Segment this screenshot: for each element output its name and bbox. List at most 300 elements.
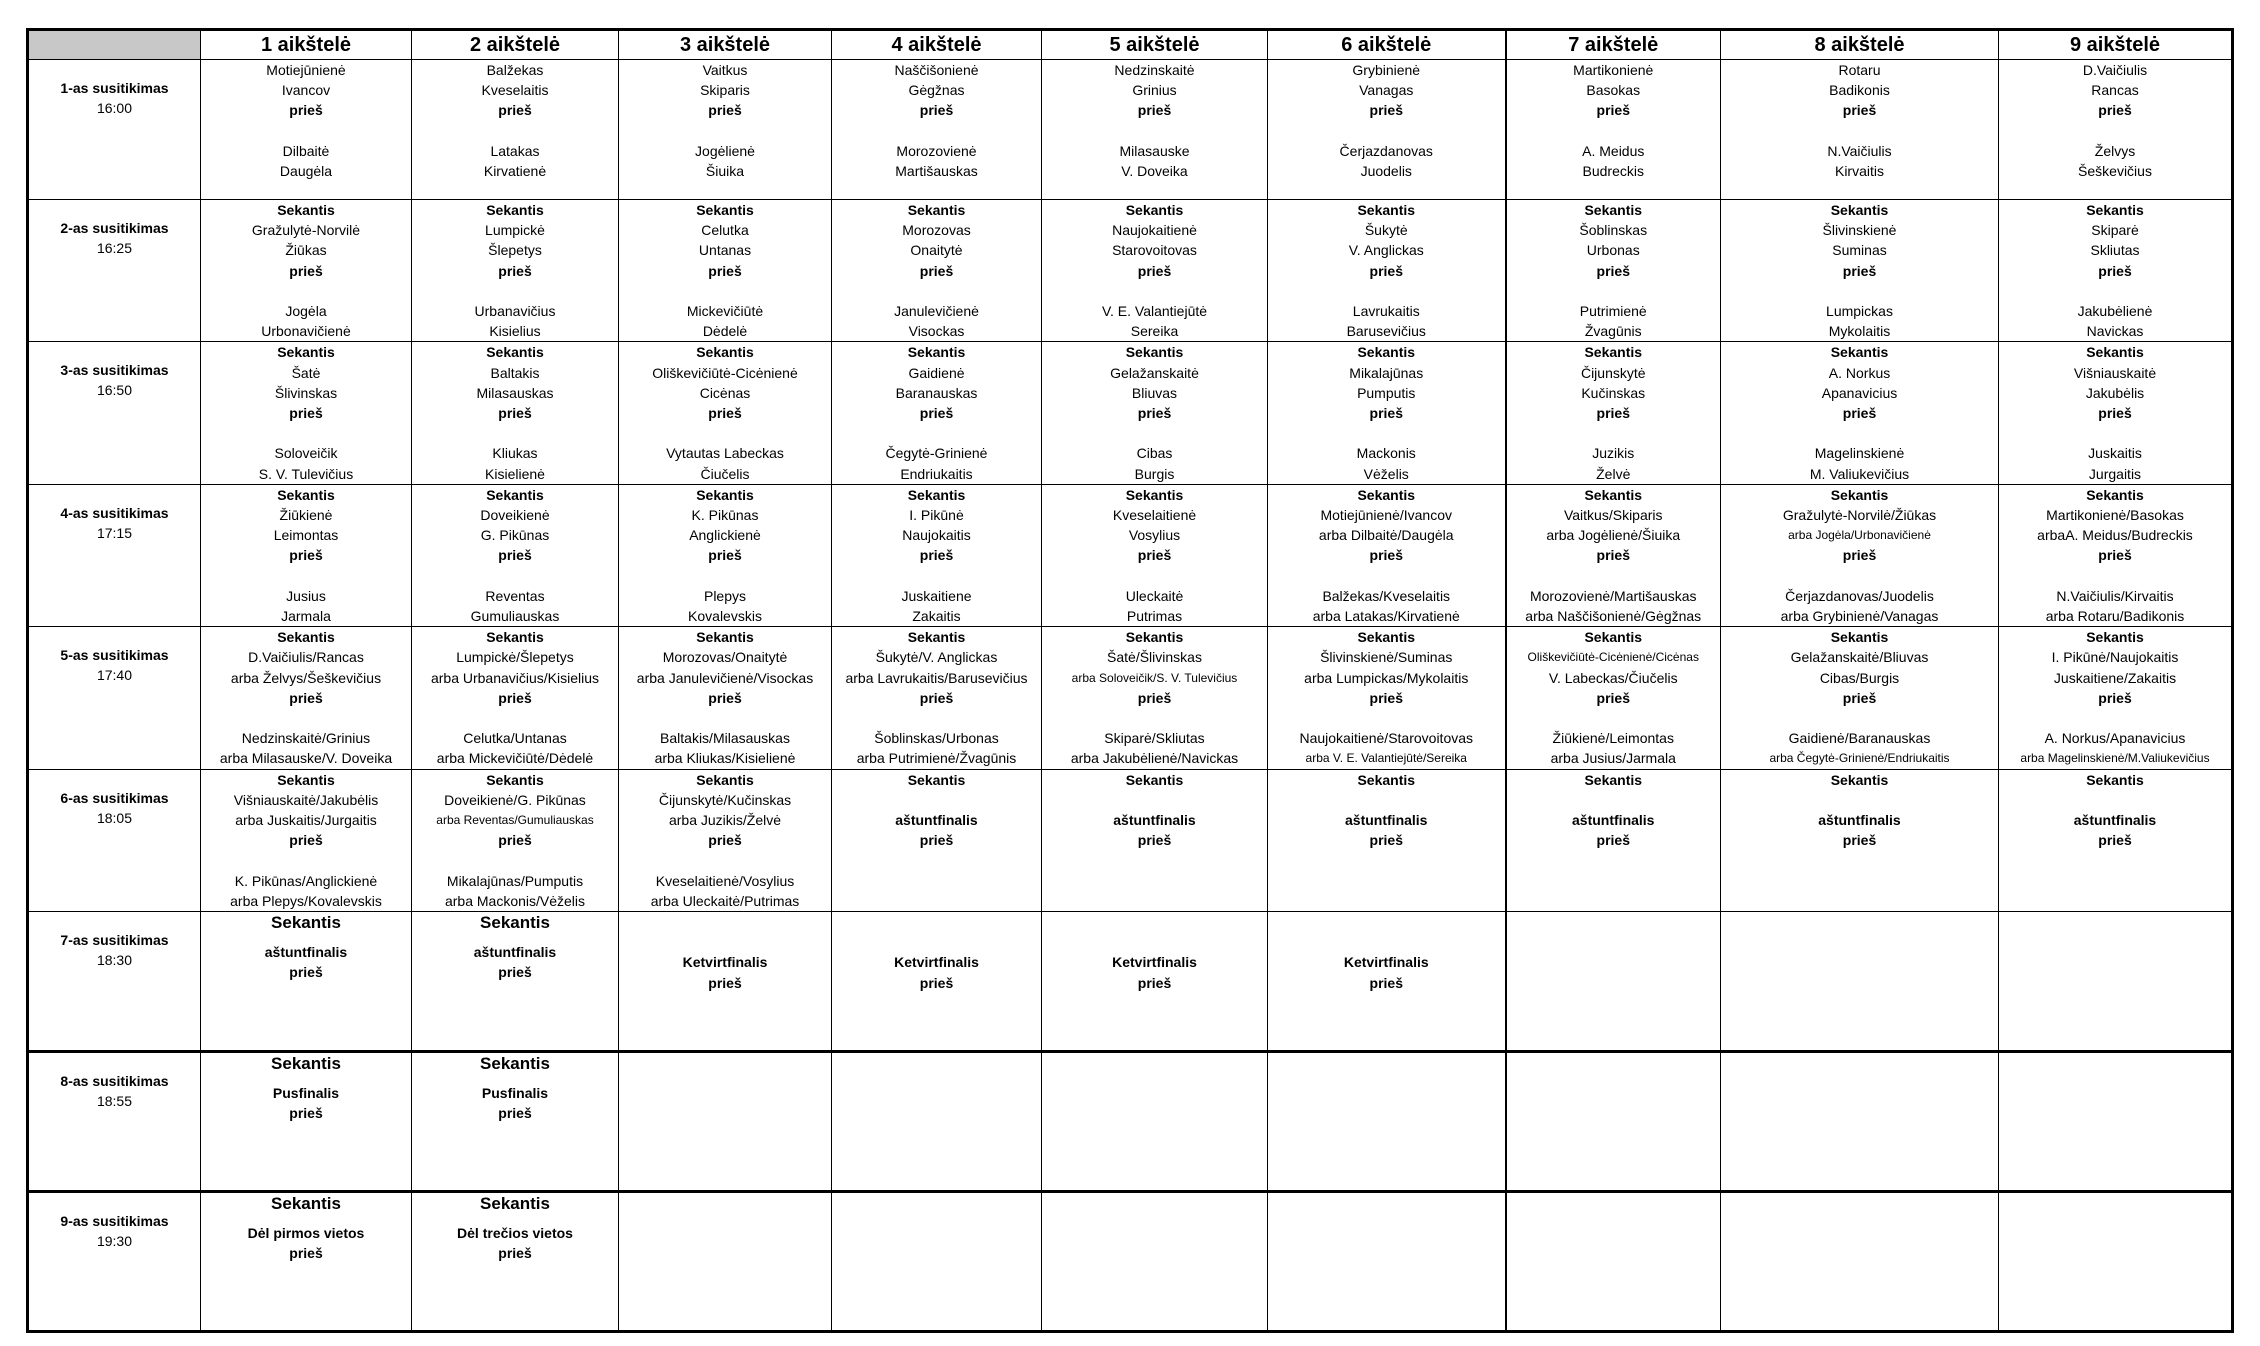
match-line: arba Janulevičienė/Visockas — [636, 669, 814, 686]
match-line: prieš — [1137, 974, 1172, 991]
match-line: Sekantis — [486, 629, 544, 646]
match-line: Cibas — [1136, 445, 1173, 462]
round-time: 18:30 — [96, 952, 133, 969]
match-line: Šukytė — [1364, 222, 1408, 239]
match-line: Zakaitis — [912, 608, 961, 625]
match-line: Jusius — [286, 587, 326, 604]
match-line: Sekantis — [907, 202, 966, 218]
match-line: Sekantis — [907, 344, 966, 361]
match-cell — [619, 484, 832, 626]
match-line: Gaidienė — [908, 364, 965, 381]
round-name: 5-as susitikimas — [60, 647, 169, 664]
spacer-line — [1042, 790, 1267, 810]
match-line: Lavrukaitis — [1352, 303, 1420, 319]
match-line: prieš — [1137, 689, 1172, 706]
round-row — [28, 1052, 2233, 1192]
match-line: Jogėlienė — [695, 142, 755, 159]
match-line: Juskaitiene — [901, 587, 972, 604]
match-cell — [832, 912, 1042, 1052]
spacer-line — [1507, 708, 1721, 728]
match-line: Žiūkienė — [279, 507, 333, 524]
match-line: I. Pikūnė — [909, 507, 964, 524]
match-line: Martikonienė — [1573, 62, 1654, 78]
match-line: Rancas — [2091, 82, 2139, 99]
match-cell — [1268, 912, 1506, 1052]
match-cell — [1506, 60, 1721, 200]
match-line: prieš — [289, 1245, 323, 1262]
match-cell — [1999, 200, 2233, 342]
match-cell — [619, 912, 832, 1052]
spacer-line — [1507, 281, 1721, 301]
spacer-line — [832, 708, 1041, 728]
match-line: Sekantis — [1830, 202, 1889, 218]
match-line: prieš — [498, 262, 532, 279]
spacer-line — [832, 121, 1041, 141]
match-line: Sekantis — [696, 344, 754, 361]
match-line: Anglickienė — [689, 527, 761, 544]
match-line: Šoblinskas/Urbonas — [874, 730, 999, 747]
match-line: Dilbaitė — [282, 142, 330, 159]
match-cell — [1721, 627, 1999, 769]
match-line: Basokas — [1586, 82, 1641, 99]
match-line: Endriukaitis — [900, 465, 973, 482]
round-name: 7-as susitikimas — [60, 932, 169, 949]
match-line: prieš — [498, 832, 532, 849]
spacer-line — [1268, 932, 1505, 952]
match-line: prieš — [1137, 832, 1172, 849]
spacer-line — [412, 281, 618, 301]
match-line: Skiparė — [2091, 222, 2139, 239]
match-line: Žiūkienė/Leimontas — [1552, 730, 1674, 747]
match-line: Juodelis — [1360, 163, 1412, 179]
match-line: Balžekas/Kveselaitis — [1322, 587, 1451, 604]
match-line: Šukytė/V. Anglickas — [875, 649, 998, 666]
match-cell — [201, 912, 412, 1052]
spacer-line — [1268, 423, 1505, 443]
match-line: prieš — [1369, 262, 1403, 279]
match-line: arba Mickevičiūtė/Dėdelė — [436, 750, 594, 767]
match-line: Doveikienė/G. Pikūnas — [444, 791, 586, 808]
match-line: arba V. E. Valantiejūtė/Sereika — [1305, 751, 1467, 766]
match-line: G. Pikūnas — [480, 527, 550, 544]
match-line: Starovoitovas — [1112, 242, 1197, 259]
match-line: arba Milasauske/V. Doveika — [219, 750, 393, 767]
match-line: prieš — [708, 689, 742, 706]
court-header-4: 4 aikštelė — [832, 30, 1042, 60]
spacer-line — [1042, 121, 1267, 141]
match-line: Jarmala — [281, 608, 331, 625]
match-cell — [1999, 627, 2233, 769]
match-line: prieš — [498, 405, 532, 422]
spacer-line — [832, 932, 1041, 952]
spacer-line — [1268, 708, 1505, 728]
round-row — [28, 484, 2233, 626]
match-line: arba Latakas/Kirvatienė — [1312, 608, 1460, 625]
spacer-line — [1268, 912, 1505, 932]
corner-cell — [28, 30, 201, 60]
match-line: N.Vaičiulis — [1827, 142, 1892, 159]
court-header-6: 6 aikštelė — [1268, 30, 1506, 60]
match-cell — [1268, 200, 1506, 342]
match-line: Žiūkas — [285, 242, 327, 259]
match-cell — [201, 627, 412, 769]
tournament-schedule-table — [26, 28, 2234, 1333]
match-line: Sekantis — [480, 1054, 550, 1074]
match-line: prieš — [708, 547, 742, 564]
match-cell — [619, 769, 832, 911]
match-line: prieš — [289, 689, 323, 706]
round-name: 4-as susitikimas — [60, 504, 169, 521]
match-line: Sekantis — [277, 771, 335, 788]
match-line: Morozovienė — [896, 142, 977, 159]
match-line: Žvagūnis — [1584, 323, 1642, 340]
spacer-line — [1999, 121, 2231, 141]
match-line: Sekantis — [1357, 771, 1416, 788]
match-cell — [1506, 342, 1721, 484]
match-cell — [412, 627, 619, 769]
round-time: 16:25 — [96, 240, 133, 256]
match-line: arba Lumpickas/Mykolaitis — [1304, 669, 1469, 686]
match-line: prieš — [1369, 689, 1403, 706]
round-label-cell — [28, 769, 201, 911]
match-line: prieš — [1369, 102, 1403, 119]
match-line: Baltakis/Milasauskas — [660, 730, 790, 747]
match-line: prieš — [708, 974, 742, 991]
match-line: Morozovienė/Martišauskas — [1529, 587, 1697, 604]
round-label-cell — [28, 627, 201, 769]
round-row — [28, 200, 2233, 342]
match-line: Oliškevičiūtė-Cicėnienė — [652, 364, 798, 381]
match-line: Vanagas — [1359, 82, 1414, 99]
match-line: Mikalajūnas/Pumputis — [446, 872, 584, 889]
match-line: Čerjazdanovas — [1339, 142, 1433, 159]
match-line: Milasauske — [1119, 142, 1190, 159]
match-cell — [1268, 627, 1506, 769]
match-cell — [1999, 484, 2233, 626]
match-line: Sekantis — [480, 1194, 550, 1214]
match-line: Želvys — [2094, 142, 2136, 159]
match-line: Vytautas Labeckas — [666, 445, 784, 462]
match-line: prieš — [2098, 262, 2132, 279]
match-line: Grybinienė — [1352, 62, 1421, 78]
match-line: arba Kliukas/Kisielienė — [654, 750, 796, 767]
match-cell — [1999, 1192, 2233, 1332]
match-line: Juskaitiene/Zakaitis — [2053, 669, 2177, 686]
match-line: prieš — [919, 689, 954, 706]
match-line: Barusevičius — [1346, 323, 1426, 340]
match-cell — [412, 1052, 619, 1192]
spacer-line — [619, 932, 831, 952]
match-line: Sekantis — [1125, 629, 1184, 646]
match-cell — [412, 484, 619, 626]
match-line: prieš — [1137, 547, 1172, 564]
match-line: Reventas — [485, 587, 545, 604]
match-line: Vaitkus/Skiparis — [1563, 507, 1663, 524]
match-line: Baltakis — [490, 364, 540, 381]
round-label-cell — [28, 912, 201, 1052]
match-cell — [1999, 769, 2233, 911]
match-line: Putrimas — [1126, 608, 1183, 625]
match-line: Sekantis — [696, 629, 754, 646]
match-line: Pusfinalis — [272, 1085, 340, 1102]
match-line: Mykolaitis — [1828, 323, 1891, 340]
match-cell — [832, 1052, 1042, 1192]
match-cell — [1042, 342, 1268, 484]
match-line: Celutka — [701, 222, 749, 239]
match-line: Motiejūnienė — [266, 62, 346, 78]
match-cell — [1721, 484, 1999, 626]
match-line: A. Meidus — [1582, 142, 1645, 159]
match-line: Šatė/Šlivinskas — [1107, 649, 1202, 666]
match-line: prieš — [2098, 689, 2132, 706]
match-line: Morozovas — [902, 222, 971, 239]
match-line: prieš — [1842, 547, 1877, 564]
match-line: Kisielienė — [485, 465, 545, 482]
match-line: Bliuvas — [1131, 384, 1178, 401]
match-line: aštuntfinalis — [2073, 812, 2157, 829]
match-line: A. Norkus — [1828, 364, 1891, 381]
match-line: Nedzinskaitė/Grinius — [241, 730, 371, 747]
match-line: Želvė — [1596, 465, 1631, 482]
match-cell — [1268, 60, 1506, 200]
match-cell — [1042, 1052, 1268, 1192]
match-cell — [201, 1052, 412, 1192]
match-line: prieš — [1369, 832, 1403, 849]
match-cell — [1506, 200, 1721, 342]
match-line: Sekantis — [2086, 629, 2144, 646]
match-cell — [201, 60, 412, 200]
match-cell — [1999, 60, 2233, 200]
match-line: Mackonis — [1356, 445, 1416, 462]
match-line: arba Dilbaitė/Daugėla — [1318, 527, 1454, 544]
match-line: Gaidienė/Baranauskas — [1788, 730, 1931, 747]
match-line: Naščišonienė — [894, 62, 979, 78]
match-cell — [1506, 769, 1721, 911]
match-line: prieš — [919, 405, 954, 422]
match-cell — [1042, 769, 1268, 911]
match-cell — [1042, 627, 1268, 769]
spacer-line — [1042, 708, 1267, 728]
match-line: Jakubėlienė — [2077, 303, 2153, 319]
round-time: 17:40 — [96, 667, 133, 684]
match-line: Gražulytė-Norvilė — [251, 222, 361, 239]
spacer-line — [832, 566, 1041, 586]
match-cell — [412, 1192, 619, 1332]
match-line: prieš — [289, 102, 323, 119]
match-line: Daugėla — [279, 163, 333, 179]
match-line: arba Lavrukaitis/Barusevičius — [845, 669, 1028, 686]
match-line: arba Juskaitis/Jurgaitis — [235, 812, 377, 829]
match-line: Mickevičiūtė — [686, 303, 764, 319]
spacer-line — [1999, 281, 2231, 301]
match-cell — [1042, 200, 1268, 342]
match-line: prieš — [2098, 547, 2132, 564]
match-line: Budreckis — [1582, 163, 1644, 179]
match-cell — [412, 342, 619, 484]
match-line: Nedzinskaitė — [1114, 62, 1195, 78]
match-line: Šlivinskienė/Suminas — [1320, 649, 1453, 666]
match-line: Sekantis — [486, 486, 544, 503]
round-label-cell — [28, 200, 201, 342]
match-line: Latakas — [490, 142, 540, 159]
match-line: Sekantis — [1357, 486, 1416, 503]
match-cell — [1506, 912, 1721, 1052]
match-line: Sekantis — [1830, 629, 1889, 646]
match-cell — [619, 1052, 832, 1192]
match-line: arba Grybinienė/Vanagas — [1780, 608, 1939, 625]
match-cell — [1506, 484, 1721, 626]
match-line: prieš — [1842, 405, 1877, 422]
match-line: arba Mackonis/Vėželis — [444, 892, 586, 909]
match-cell — [201, 769, 412, 911]
match-line: prieš — [708, 405, 742, 422]
match-line: V. E. Valantiejūtė — [1101, 303, 1208, 319]
match-line: prieš — [1842, 832, 1877, 849]
match-line: prieš — [1596, 405, 1630, 422]
match-cell — [201, 1192, 412, 1332]
match-line: Doveikienė — [480, 507, 550, 524]
match-cell — [832, 60, 1042, 200]
match-line: Untanas — [698, 242, 752, 259]
match-line: Kovalevskis — [688, 608, 762, 625]
match-cell — [1506, 1052, 1721, 1192]
match-line: Badikonis — [1829, 82, 1890, 99]
match-line: prieš — [289, 832, 323, 849]
match-line: arba Jusius/Jarmala — [1550, 750, 1676, 767]
spacer-line — [412, 423, 618, 443]
court-header-2: 2 aikštelė — [412, 30, 619, 60]
match-line: prieš — [1842, 262, 1877, 279]
match-line: Skiparis — [700, 82, 750, 99]
match-line: Sekantis — [486, 771, 544, 788]
spacer-line — [1268, 121, 1505, 141]
match-cell — [201, 484, 412, 626]
round-row — [28, 912, 2233, 1052]
match-line: Kučinskas — [1581, 384, 1646, 401]
match-line: Urbonavičienė — [261, 323, 351, 340]
spacer-line — [1999, 708, 2231, 728]
match-line: Onaitytė — [910, 242, 963, 259]
match-line: Sekantis — [486, 344, 544, 361]
match-cell — [832, 484, 1042, 626]
spacer-line — [619, 708, 831, 728]
match-line: Sekantis — [1125, 486, 1184, 503]
spacer-line — [201, 566, 411, 586]
match-line: arbaA. Meidus/Budreckis — [2037, 527, 2193, 544]
match-line: K. Pikūnas — [691, 507, 759, 524]
round-label-cell — [28, 1192, 201, 1332]
match-line: Šlivinskienė — [1822, 222, 1897, 239]
match-line: Sekantis — [907, 629, 966, 646]
match-line: Dėl pirmos vietos — [247, 1225, 365, 1242]
round-name: 3-as susitikimas — [60, 362, 169, 379]
spacer-line — [832, 790, 1041, 810]
round-name: 9-as susitikimas — [60, 1213, 169, 1230]
match-line: Grinius — [1132, 82, 1177, 99]
match-line: arba Juzikis/Želvė — [668, 812, 782, 829]
match-line: Ketvirtfinalis — [1343, 954, 1429, 971]
court-header-7: 7 aikštelė — [1506, 30, 1721, 60]
match-line: Čiučelis — [700, 465, 750, 482]
match-line: Gėgžnas — [908, 82, 965, 99]
match-line: Čijunskytė/Kučinskas — [658, 791, 792, 808]
match-cell — [1721, 1052, 1999, 1192]
match-line: Jurgaitis — [2088, 465, 2142, 482]
match-line: Oliškevičiūtė-Cicėnienė/Cicėnas — [1527, 650, 1699, 665]
match-line: prieš — [1369, 974, 1403, 991]
round-time: 18:55 — [96, 1093, 133, 1110]
match-line: Sekantis — [696, 202, 754, 218]
match-line: Kirvaitis — [1834, 163, 1884, 179]
match-line: Sekantis — [1357, 344, 1416, 361]
match-line: Vaitkus — [702, 62, 748, 78]
round-label-cell — [28, 484, 201, 626]
match-line: prieš — [289, 547, 323, 564]
match-line: Naujokaitis — [902, 527, 971, 544]
spacer-line — [619, 912, 831, 932]
match-line: Kveselaitienė/Vosylius — [655, 872, 795, 889]
match-line: prieš — [498, 964, 532, 981]
match-line: Sekantis — [277, 486, 335, 503]
round-row — [28, 60, 2233, 200]
match-line: Ketvirtfinalis — [682, 954, 768, 971]
match-line: Sekantis — [1584, 202, 1643, 218]
court-header-5: 5 aikštelė — [1042, 30, 1268, 60]
match-line: prieš — [919, 974, 954, 991]
match-line: Balžekas — [486, 62, 544, 78]
match-line: Dėdelė — [702, 323, 748, 340]
match-cell — [1042, 1192, 1268, 1332]
match-cell — [1999, 912, 2233, 1052]
match-line: Lumpickas — [1826, 303, 1893, 319]
match-cell — [1999, 1052, 2233, 1192]
spacer-line — [1507, 790, 1721, 810]
spacer-line — [1507, 566, 1721, 586]
match-line: Magelinskienė — [1814, 445, 1905, 462]
match-line: prieš — [1596, 547, 1630, 564]
round-label-cell — [28, 1052, 201, 1192]
match-cell — [1042, 912, 1268, 1052]
match-line: arba Jakubėlienė/Navickas — [1070, 750, 1239, 767]
match-line: Sekantis — [2086, 344, 2144, 361]
match-line: S. V. Tulevičius — [258, 465, 354, 482]
match-cell — [412, 769, 619, 911]
match-line: Sekantis — [696, 771, 754, 788]
match-line: prieš — [1369, 405, 1403, 422]
match-line: arba Putrimienė/Žvagūnis — [856, 750, 1017, 767]
match-cell — [1721, 769, 1999, 911]
match-line: Čerjazdanovas/Juodelis — [1785, 587, 1934, 604]
match-line: Urbonas — [1586, 242, 1640, 259]
match-cell — [832, 200, 1042, 342]
match-line: Sekantis — [271, 913, 341, 933]
match-line: Sekantis — [2086, 202, 2144, 218]
match-cell — [201, 342, 412, 484]
match-cell — [412, 912, 619, 1052]
match-line: Sekantis — [271, 1194, 341, 1214]
match-line: Janulevičienė — [894, 303, 979, 319]
match-line: Sekantis — [277, 344, 335, 361]
match-line: aštuntfinalis — [1113, 812, 1196, 829]
match-cell — [1268, 1052, 1506, 1192]
match-line: Baranauskas — [895, 384, 978, 401]
match-line: prieš — [708, 832, 742, 849]
match-line: prieš — [2098, 405, 2132, 422]
match-line: K. Pikūnas/Anglickienė — [234, 872, 378, 889]
match-line: Višniauskaitė/Jakubėlis — [233, 791, 379, 808]
match-line: Putrimienė — [1579, 303, 1647, 319]
match-line: Sekantis — [1125, 771, 1184, 788]
